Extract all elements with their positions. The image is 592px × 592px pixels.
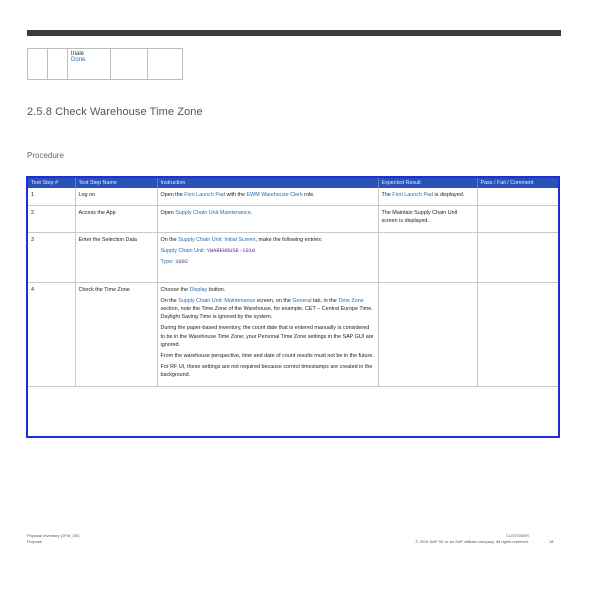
text-run: tab, in the xyxy=(311,297,339,304)
header-expected-result: Expected Result xyxy=(378,178,477,188)
instruction-paragraph xyxy=(161,236,375,244)
instruction-paragraph xyxy=(161,286,375,294)
instruction-paragraph xyxy=(161,191,375,199)
table-header-row xyxy=(28,178,558,188)
text-run: button. xyxy=(207,286,226,293)
step-number: 1 xyxy=(31,192,34,198)
ui-term: Fiori Launch Pad xyxy=(184,192,225,198)
footer-document-title: Physical Inventory (1FW_DE) xyxy=(27,533,80,538)
step-name-cell xyxy=(75,232,157,282)
text-run: Choose the xyxy=(160,286,190,293)
step-name-cell xyxy=(75,282,157,386)
text-run: section, note the Time Zone of the Warehouse, for example, CET – Central Europe Time. Daylight Saving Time is ignored by the system. xyxy=(160,306,373,321)
step-number-cell xyxy=(28,188,75,206)
instruction-paragraph xyxy=(161,324,375,349)
expected-result-cell xyxy=(378,206,477,232)
step-number-cell xyxy=(28,232,75,282)
table-row xyxy=(28,206,558,232)
text-run: Open the xyxy=(160,192,185,198)
table-row xyxy=(28,282,558,386)
text-run: From the warehouse perspective, time and date of count results must not be in the future. xyxy=(160,353,374,360)
ui-term: Supply Chain Unit Maintenance xyxy=(175,210,251,217)
ui-term: EWM Warehouse Clerk xyxy=(246,192,303,198)
text-run: screen, on the xyxy=(255,297,293,304)
comment-cell xyxy=(477,188,558,206)
expected-paragraph xyxy=(382,209,474,225)
step-name: Log on xyxy=(78,192,95,198)
expected-result-cell xyxy=(378,282,477,386)
footer-purpose: Purpose xyxy=(27,539,42,544)
ui-term: Time Zone xyxy=(338,297,364,304)
previous-table-fragment xyxy=(27,48,183,80)
header-instruction: Instruction xyxy=(157,178,378,188)
instruction-paragraph xyxy=(161,363,375,379)
text-run: The xyxy=(381,192,393,198)
text-run: . xyxy=(250,210,253,217)
ui-term: Display xyxy=(189,286,208,293)
step-number: 2 xyxy=(31,210,34,217)
step-name-cell xyxy=(75,206,157,232)
page-number: 18 xyxy=(549,539,554,544)
previous-table-cell xyxy=(68,49,111,80)
ui-term: Supply Chain Unit: Maintenance xyxy=(178,297,256,304)
ui-term: General xyxy=(292,297,312,304)
step-name: Access the App xyxy=(78,210,116,217)
expected-result-cell xyxy=(378,232,477,282)
instruction-paragraph xyxy=(161,352,375,360)
text-run: Open xyxy=(160,210,176,217)
comment-cell xyxy=(477,282,558,386)
text-run: , make the following entries: xyxy=(255,236,323,243)
footer-left xyxy=(27,533,79,545)
instruction-paragraph xyxy=(161,297,375,322)
section-heading: 2.5.8 Check Warehouse Time Zone xyxy=(27,106,203,118)
expected-result-cell xyxy=(378,188,477,206)
expected-paragraph xyxy=(382,191,474,199)
step-name: Check the Time Zone xyxy=(78,286,130,293)
step-name-cell xyxy=(75,188,157,206)
previous-table-status: Done. xyxy=(71,57,88,63)
comment-cell xyxy=(477,232,558,282)
entry-value: YWAREHOUSE-1010 xyxy=(206,247,256,254)
top-rule xyxy=(27,30,561,36)
instruction-cell xyxy=(157,206,378,232)
previous-table-text: triale xyxy=(71,51,85,57)
step-number-cell xyxy=(28,282,75,386)
text-run: with the xyxy=(224,192,247,198)
text-run: During the paper-based inventory, the count date that is entered manually is considered to be in the Warehouse Time Zone; your Personal Time Zone settings in the SAP GUI are ignored. xyxy=(160,325,374,348)
text-run: The Maintain Supply Chain Unit screen is displayed. xyxy=(381,210,458,225)
step-number-cell xyxy=(28,206,75,232)
instruction-paragraph xyxy=(161,209,375,217)
header-step-name: Test Step Name xyxy=(75,178,157,188)
ui-term: Supply Chain Unit: Initial Screen xyxy=(178,236,256,243)
instruction-cell xyxy=(157,188,378,206)
step-number: 4 xyxy=(31,286,34,293)
instruction-cell xyxy=(157,282,378,386)
comment-cell xyxy=(477,206,558,232)
footer-classification: CUSTOMER xyxy=(506,533,529,538)
text-run: For RF UI, these settings are not required because correct timestamps are created in the background. xyxy=(160,364,373,379)
ui-term: Supply Chain Unit: xyxy=(160,247,207,254)
step-name: Enter the Selection Data xyxy=(78,236,137,243)
instruction-paragraph xyxy=(161,247,375,255)
text-run: On the xyxy=(160,236,179,243)
header-pass-fail-comment: Pass / Fail / Comment xyxy=(477,178,558,188)
footer-right xyxy=(415,533,529,545)
procedure-table-frame xyxy=(26,176,560,438)
entry-value: 1002 xyxy=(175,259,189,266)
instruction-paragraph xyxy=(161,258,375,266)
text-run: role. xyxy=(302,192,315,198)
procedure-label: Procedure xyxy=(27,151,64,160)
ui-term: Type: xyxy=(160,259,176,266)
table-row xyxy=(28,232,558,282)
instruction-cell xyxy=(157,232,378,282)
text-run: is displayed. xyxy=(433,192,465,198)
step-number: 3 xyxy=(31,236,34,243)
ui-term: Fiori Launch Pad xyxy=(392,192,434,198)
header-step-number: Test Step # xyxy=(28,178,75,188)
table-row xyxy=(28,188,558,206)
procedure-table xyxy=(28,178,558,387)
text-run: On the xyxy=(160,297,179,304)
footer-copyright: © 2016 SAP SE or an SAP affiliate company. All rights reserved. xyxy=(415,539,529,544)
